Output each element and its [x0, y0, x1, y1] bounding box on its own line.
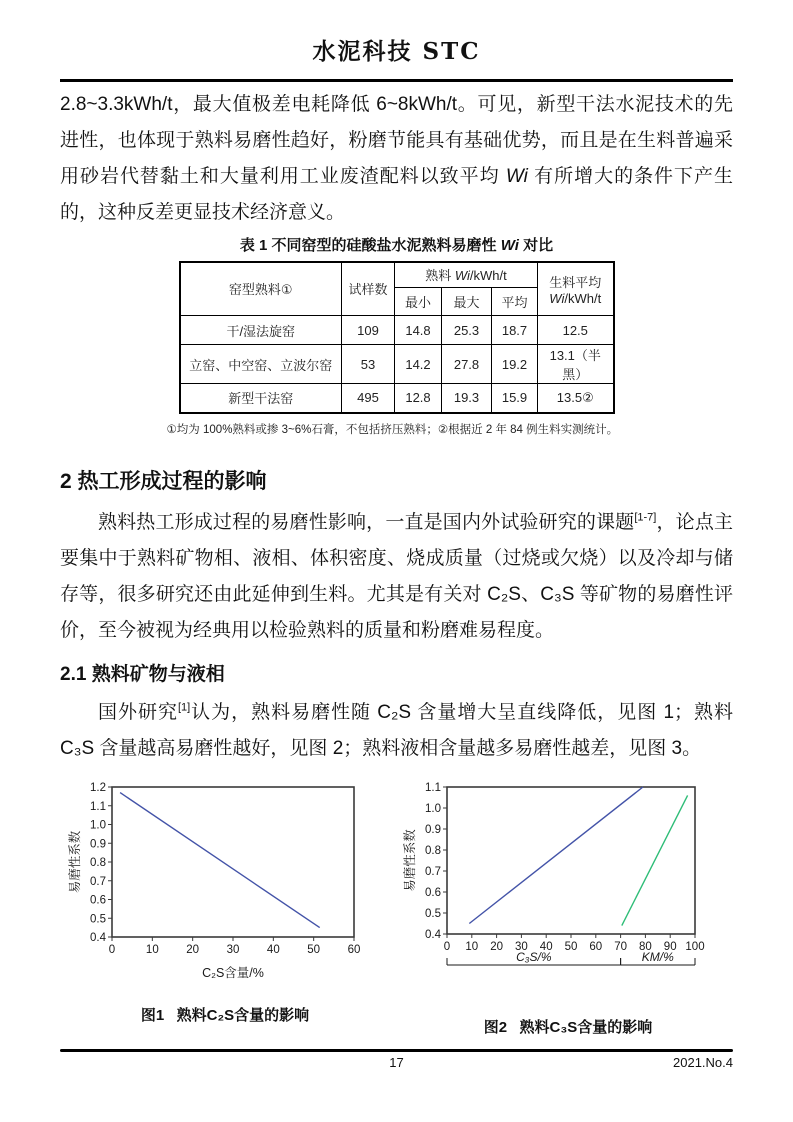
- p2-text-post: ，论点主要集中于熟料矿物相、液相、体积密度、烧成质量（过烧或欠烧）以及冷却与储存等，很多研究还由此延伸到生料。尤其是有关对 C₂S、C₃S 等矿物的易磨性评价，至今被视为经典用以检验熟料的质量和粉磨难易程度。: [60, 511, 733, 641]
- figure1-svg: [60, 777, 390, 983]
- intro-text-pre: 2.8~3.3kWh/t，最大值极差电耗降低 6~8kWh/t。可见，新型干法水泥技术的先进性，也体现于熟料易磨性趋好，粉磨节能具有基础优势，而且是在生料普遍采用砂岩代替黏土和大量利用工业废渣配料以致平均: [60, 93, 733, 187]
- table1-caption: [60, 234, 733, 255]
- table1-footnote: ①均为 100%熟料或掺 3~6%石膏，不包括挤压熟料；②根据近 2 年 84 例生料实测统计。: [166, 423, 619, 436]
- x-tick-label: 60: [589, 940, 603, 953]
- citation-ref: [1-7]: [634, 511, 657, 524]
- cell-kiln-type: 新型干法窑: [180, 384, 342, 413]
- col-header-raw-meal-wi: [538, 262, 614, 316]
- figure2-caption: 图2 熟料C₃S含量的影响: [483, 1018, 653, 1036]
- col-header-kiln-type: 窑型熟料①: [180, 262, 342, 316]
- figure1-chart: [60, 777, 390, 988]
- cell-samples: 53: [342, 345, 395, 384]
- y-tick-label: 0.4: [425, 928, 441, 941]
- x-tick-label: 0: [443, 940, 451, 953]
- section-21-heading: 2.1 熟料矿物与液相: [60, 663, 225, 685]
- cell-min: 14.2: [395, 345, 442, 384]
- wi-symbol: Wi: [549, 290, 565, 306]
- table-row: [180, 316, 614, 345]
- x-tick-label: 100: [685, 940, 705, 953]
- cell-raw-meal: 12.5: [538, 316, 614, 345]
- y-tick-label: 0.6: [425, 886, 441, 899]
- x-tick-label: 40: [539, 940, 553, 953]
- y-tick-label: 1.1: [425, 781, 441, 794]
- y-axis-label: 易磨性系数: [68, 830, 82, 893]
- cell-raw-meal: 13.5②: [538, 384, 614, 413]
- y-tick-label: 1.0: [425, 802, 441, 815]
- cell-samples: 109: [342, 316, 395, 345]
- x-tick-label: 30: [226, 943, 240, 956]
- x-tick-label: 80: [639, 940, 652, 953]
- issue-number: 2021.No.4: [673, 1055, 733, 1070]
- cell-max: 27.8: [442, 345, 492, 384]
- page-footer: [60, 1049, 733, 1073]
- x-tick-label: 50: [564, 940, 578, 953]
- cell-avg: 15.9: [492, 384, 538, 413]
- sub-header-avg: 平均: [492, 288, 538, 316]
- wi-symbol: Wi: [454, 268, 470, 284]
- y-tick-label: 1.1: [90, 800, 106, 813]
- y-tick-label: 0.7: [90, 875, 106, 888]
- figures-row: [60, 777, 733, 1037]
- table1-caption-post: 对比: [518, 236, 554, 254]
- col-header-clinker-wi: [395, 262, 538, 288]
- x-tick-label: 0: [108, 943, 116, 956]
- x-tick-label: 70: [614, 940, 627, 953]
- y-tick-label: 0.4: [90, 931, 106, 944]
- series-grindability-vs-KM: [622, 795, 688, 925]
- citation-ref: [1]: [177, 701, 191, 714]
- intro-text-post: 有所增大的条件下产生的，这种反差更显技术经济意义。: [60, 165, 733, 223]
- section-21-paragraph: [60, 695, 733, 767]
- raw-meal-line1: 生料平均: [549, 274, 602, 290]
- x-tick-label: 90: [663, 940, 677, 953]
- x-tick-label: 20: [186, 943, 200, 956]
- cell-kiln-type: 立窑、中空窑、立波尔窑: [180, 345, 342, 384]
- y-tick-label: 0.7: [425, 865, 441, 878]
- table-row: [180, 384, 614, 413]
- wi-symbol: Wi: [500, 236, 519, 254]
- y-tick-label: 0.8: [90, 856, 106, 869]
- y-tick-label: 1.0: [90, 819, 106, 831]
- series-grindability-vs-C2S: [120, 792, 320, 927]
- col-header-sample-count: 试样数: [342, 262, 395, 316]
- cell-min: 12.8: [395, 384, 442, 413]
- y-tick-label: 0.5: [90, 912, 106, 925]
- series-grindability-vs-C3S: [469, 787, 643, 924]
- cell-max: 25.3: [442, 316, 492, 345]
- cell-avg: 19.2: [492, 345, 538, 384]
- y-tick-label: 0.6: [90, 894, 106, 906]
- y-tick-label: 1.2: [90, 781, 106, 794]
- footer-rule: [60, 1049, 733, 1052]
- cell-kiln-type: 干/湿法旋窑: [180, 316, 342, 345]
- y-axis-label: 易磨性系数: [403, 828, 417, 892]
- table-row: [180, 345, 614, 384]
- figure2-svg: [403, 777, 733, 995]
- footer-texts: [60, 1055, 733, 1073]
- x-tick-label: 10: [145, 943, 159, 956]
- figure1-block: [60, 777, 390, 1037]
- sub-header-max: 最大: [442, 288, 492, 316]
- figure2-block: [403, 777, 733, 1037]
- journal-header-title: 水泥科技 STC: [312, 38, 481, 65]
- p3-text-post: 认为，熟料易磨性随 C₂S 含量增大呈直线降低，见图 1；熟料 C₃S 含量越高易磨性越好，见图 2；熟料液相含量越多易磨性越差，见图 3。: [60, 701, 733, 759]
- x-tick-label: 50: [307, 943, 321, 956]
- figure2-chart: [403, 777, 733, 1000]
- header-rule: [60, 79, 733, 82]
- cell-raw-meal: 13.1（半黑）: [538, 345, 614, 384]
- figure1-caption: 图1 熟料C₂S含量的影响: [140, 1006, 310, 1024]
- p2-text-pre: 熟料热工形成过程的易磨性影响，一直是国内外试验研究的课题: [98, 511, 635, 533]
- clinker-wi-post: /kWh/t: [469, 268, 507, 284]
- y-tick-label: 0.9: [425, 823, 441, 836]
- cell-min: 14.8: [395, 316, 442, 345]
- wi-symbol: Wi: [505, 165, 528, 187]
- p3-text-pre: 国外研究: [98, 701, 178, 723]
- cell-avg: 18.7: [492, 316, 538, 345]
- y-tick-label: 0.9: [90, 837, 106, 850]
- x-group-label: KM/%: [641, 949, 674, 964]
- x-axis-label: C₂S含量/%: [202, 965, 264, 980]
- kiln-comparison-table: [179, 261, 615, 414]
- page-number: 17: [389, 1055, 404, 1070]
- sub-header-min: 最小: [395, 288, 442, 316]
- plot-border: [112, 787, 354, 937]
- x-tick-label: 60: [347, 943, 361, 956]
- x-group-label: C₃S/%: [516, 949, 552, 964]
- cell-max: 19.3: [442, 384, 492, 413]
- x-tick-label: 10: [465, 940, 479, 953]
- clinker-wi-pre: 熟料: [425, 268, 455, 284]
- y-tick-label: 0.5: [425, 907, 441, 920]
- section-2-heading: 2 热工形成过程的影响: [60, 469, 267, 493]
- x-tick-label: 30: [515, 940, 528, 953]
- intro-paragraph: [60, 87, 733, 231]
- cell-samples: 495: [342, 384, 395, 413]
- x-tick-label: 40: [266, 943, 280, 956]
- x-tick-label: 20: [490, 940, 503, 953]
- raw-meal-unit: /kWh/t: [564, 290, 602, 306]
- table1-caption-pre: 表 1 不同窑型的硅酸盐水泥熟料易磨性: [239, 236, 501, 254]
- section-2-paragraph: [60, 505, 733, 649]
- y-tick-label: 0.8: [425, 844, 441, 857]
